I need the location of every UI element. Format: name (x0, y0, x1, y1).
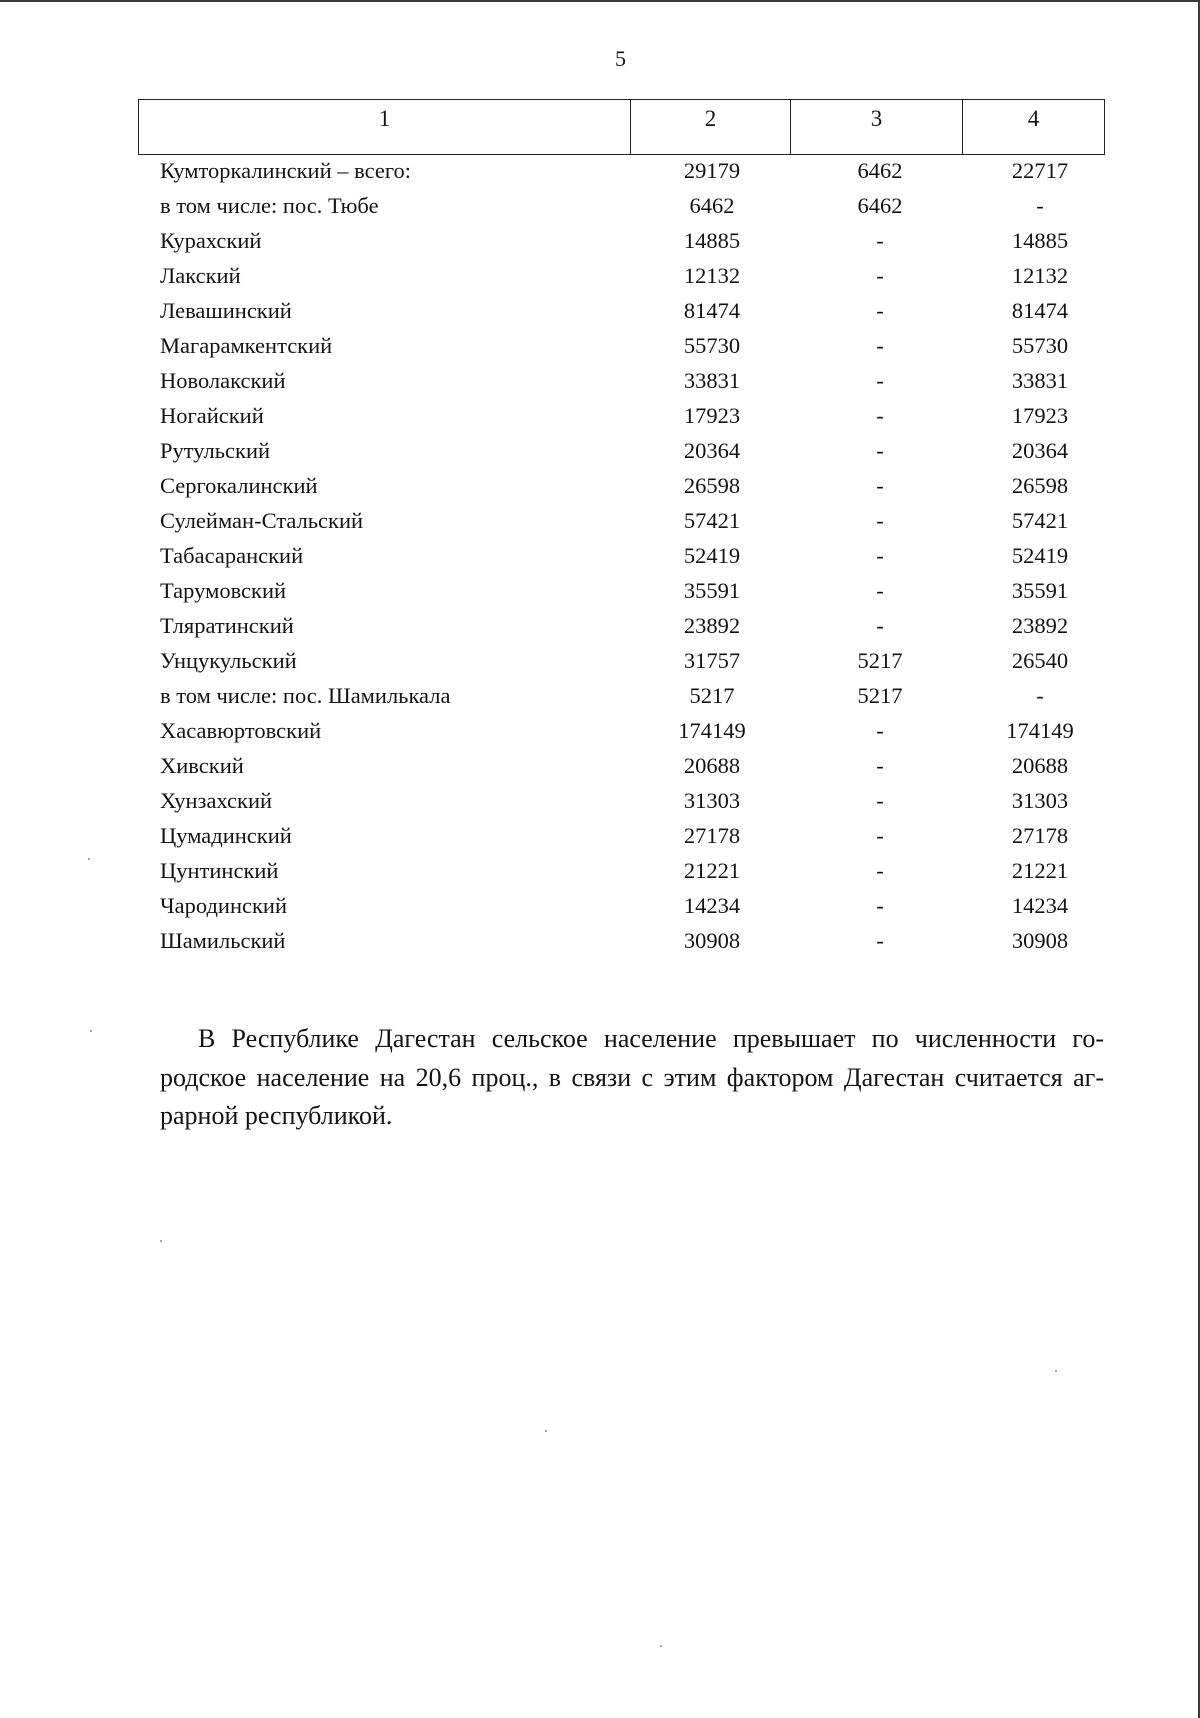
table-row (0, 613, 1200, 648)
urban-cell: 5217 (857, 648, 903, 673)
urban-cell: - (876, 403, 884, 428)
table-row (0, 823, 1200, 858)
total-cell: 27178 (683, 823, 741, 848)
district-name-cell: Рутульский (160, 438, 271, 463)
table-row (0, 718, 1200, 753)
scan-speck (160, 1240, 162, 1242)
rural-cell: 26540 (1011, 648, 1069, 673)
table-header (138, 99, 1105, 155)
rural-cell: 12132 (1011, 263, 1069, 288)
district-name-cell: Лакский (160, 263, 241, 288)
urban-cell: - (876, 473, 884, 498)
urban-cell: - (876, 228, 884, 253)
table-row (0, 438, 1200, 473)
district-name-cell: Хунзахский (160, 788, 273, 813)
table-row (0, 158, 1200, 193)
table-body (0, 158, 1200, 963)
urban-cell: - (876, 263, 884, 288)
table-row (0, 403, 1200, 438)
urban-cell: - (876, 893, 884, 918)
urban-cell: - (876, 508, 884, 533)
total-cell: 14885 (683, 228, 741, 253)
district-name-cell: Хивский (160, 753, 244, 778)
urban-cell: - (876, 578, 884, 603)
urban-cell: - (876, 438, 884, 463)
urban-cell: - (876, 928, 884, 953)
table-row (0, 193, 1200, 228)
urban-cell: - (876, 368, 884, 393)
district-name-cell: Курахский (160, 228, 262, 253)
table-row (0, 543, 1200, 578)
total-cell: 5217 (689, 683, 735, 708)
total-cell: 23892 (683, 613, 741, 638)
table-row (0, 858, 1200, 893)
district-name-cell: Магарамкентский (160, 333, 333, 358)
scan-speck (90, 1030, 92, 1032)
district-name-cell: Кумторкалинский – всего: (160, 158, 412, 183)
table-row (0, 333, 1200, 368)
total-cell: 21221 (683, 858, 741, 883)
district-name-cell: Сулейман-Стальский (160, 508, 364, 533)
paragraph-line: рарной республикой. (160, 1101, 393, 1130)
table-row (0, 228, 1200, 263)
table-row (0, 578, 1200, 613)
rural-cell: 35591 (1011, 578, 1069, 603)
urban-cell: - (876, 718, 884, 743)
district-name-cell: Шамильский (160, 928, 286, 953)
rural-cell: 81474 (1011, 298, 1069, 323)
table-row (0, 368, 1200, 403)
paragraph-line: родское население на 20,6 проц., в связи с этим фактором Дагестан считается аг- (160, 1062, 1104, 1092)
district-name-cell: Цунтинский (160, 858, 279, 883)
total-cell: 174149 (678, 718, 746, 743)
total-cell: 29179 (683, 158, 741, 183)
rural-cell: 14885 (1011, 228, 1069, 253)
total-cell: 33831 (683, 368, 741, 393)
district-name-cell: Новолакский (160, 368, 286, 393)
rural-cell: 20364 (1011, 438, 1069, 463)
district-name-cell: Унцукульский (160, 648, 297, 673)
rural-cell: - (1036, 683, 1044, 708)
rural-cell: 14234 (1011, 893, 1069, 918)
district-name-cell: Табасаранский (160, 543, 304, 568)
district-name-cell: Хасавюртовский (160, 718, 322, 743)
rural-cell: 33831 (1011, 368, 1069, 393)
table-row (0, 508, 1200, 543)
total-cell: 57421 (683, 508, 741, 533)
rural-cell: 23892 (1011, 613, 1069, 638)
urban-cell: - (876, 788, 884, 813)
total-cell: 17923 (683, 403, 741, 428)
total-cell: 26598 (683, 473, 741, 498)
district-name-cell: Сергокалинский (160, 473, 318, 498)
total-cell: 31757 (683, 648, 741, 673)
table-row (0, 683, 1200, 718)
paragraph-line: В Республике Дагестан сельское население превышает по численности го- (198, 1024, 1104, 1053)
column-header-3: 3 (791, 100, 963, 155)
rural-cell: 30908 (1011, 928, 1069, 953)
district-name-cell: Тляратинский (160, 613, 294, 638)
urban-cell: 6462 (857, 158, 903, 183)
table-row (0, 753, 1200, 788)
total-cell: 14234 (683, 893, 741, 918)
rural-cell: 20688 (1011, 753, 1069, 778)
total-cell: 30908 (683, 928, 741, 953)
scan-speck (88, 858, 90, 860)
body-paragraph (160, 1020, 1104, 1136)
table-row (0, 893, 1200, 928)
district-name-cell: Цумадинский (160, 823, 292, 848)
total-cell: 20688 (683, 753, 741, 778)
urban-cell: - (876, 753, 884, 778)
rural-cell: 57421 (1011, 508, 1069, 533)
scan-speck (1055, 1370, 1057, 1372)
table-row (0, 648, 1200, 683)
rural-cell: 52419 (1011, 543, 1069, 568)
table-row (0, 263, 1200, 298)
total-cell: 55730 (683, 333, 741, 358)
total-cell: 81474 (683, 298, 741, 323)
table-row (0, 788, 1200, 823)
page-number: 5 (615, 46, 626, 71)
rural-cell: - (1036, 193, 1044, 218)
scan-speck (545, 1430, 547, 1432)
table-row (0, 298, 1200, 333)
rural-cell: 21221 (1011, 858, 1069, 883)
urban-cell: - (876, 823, 884, 848)
district-name-cell: Левашинский (160, 298, 292, 323)
rural-cell: 55730 (1011, 333, 1069, 358)
district-name-cell: Тарумовский (160, 578, 287, 603)
total-cell: 31303 (683, 788, 741, 813)
scan-speck (660, 1645, 662, 1647)
urban-cell: - (876, 613, 884, 638)
district-name-cell: в том числе: пос. Шамилькала (160, 683, 451, 708)
scan-border-top (0, 0, 1200, 2)
rural-cell: 27178 (1011, 823, 1069, 848)
rural-cell: 174149 (1006, 718, 1074, 743)
total-cell: 52419 (683, 543, 741, 568)
urban-cell: 5217 (857, 683, 903, 708)
urban-cell: - (876, 298, 884, 323)
rural-cell: 22717 (1011, 158, 1069, 183)
total-cell: 35591 (683, 578, 741, 603)
table-row (0, 473, 1200, 508)
total-cell: 6462 (689, 193, 735, 218)
rural-cell: 31303 (1011, 788, 1069, 813)
total-cell: 20364 (683, 438, 741, 463)
urban-cell: - (876, 543, 884, 568)
district-name-cell: в том числе: пос. Тюбе (160, 193, 379, 218)
column-header-1: 1 (139, 100, 631, 155)
column-header-2: 2 (631, 100, 791, 155)
table-row (0, 928, 1200, 963)
district-name-cell: Ногайский (160, 403, 264, 428)
column-header-4: 4 (963, 100, 1105, 155)
district-name-cell: Чародинский (160, 893, 287, 918)
urban-cell: - (876, 858, 884, 883)
total-cell: 12132 (683, 263, 741, 288)
urban-cell: - (876, 333, 884, 358)
rural-cell: 17923 (1011, 403, 1069, 428)
urban-cell: 6462 (857, 193, 903, 218)
rural-cell: 26598 (1011, 473, 1069, 498)
